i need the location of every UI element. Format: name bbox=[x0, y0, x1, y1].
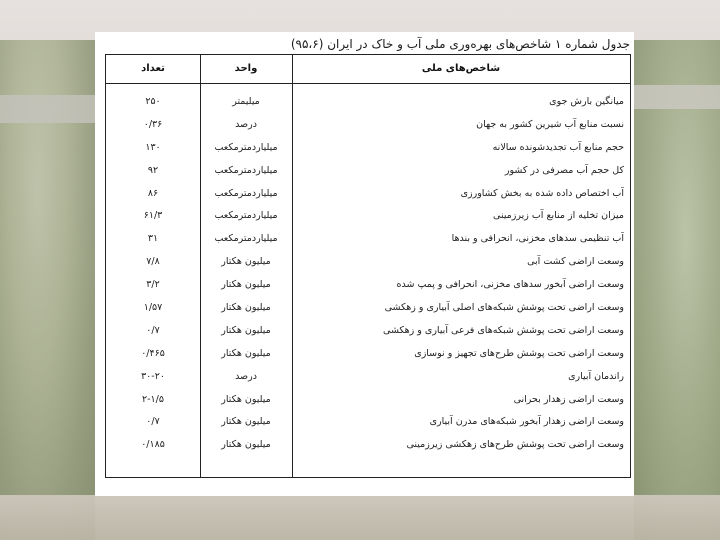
cell-count: ۷/۸ bbox=[146, 256, 160, 268]
table-row bbox=[106, 228, 630, 251]
cell-count: ۳/۲ bbox=[146, 279, 160, 291]
table-body bbox=[106, 91, 630, 457]
table-row bbox=[106, 274, 630, 297]
background-tree-right bbox=[634, 40, 720, 540]
document-sheet bbox=[95, 32, 634, 496]
cell-count: ۰/۷ bbox=[146, 324, 160, 336]
cell-indicator: وسعت اراضی آبخور سدهای مخزنی، انحرافی و پمپ شده bbox=[396, 279, 624, 291]
cell-count: ۳۰-۲۰ bbox=[141, 370, 165, 382]
cell-indicator: وسعت اراضی زهدار بحرانی bbox=[513, 393, 624, 405]
cell-count: ۰/۱۸۵ bbox=[141, 439, 165, 451]
cell-indicator: آب تنظیمی سدهای مخزنی، انحرافی و بندها bbox=[451, 233, 624, 245]
cell-count: ۲-۱/۵ bbox=[142, 393, 164, 405]
table-row bbox=[106, 251, 630, 274]
background-ground bbox=[0, 495, 720, 540]
table-header-row bbox=[106, 55, 630, 84]
cell-unit: میلیاردمترمکعب bbox=[214, 233, 278, 245]
cell-indicator: آب اختصاص داده شده به بخش کشاورزی bbox=[460, 187, 624, 199]
cell-unit: میلیاردمترمکعب bbox=[214, 187, 278, 199]
cell-indicator: حجم منابع آب تجدیدشونده سالانه bbox=[492, 141, 624, 153]
cell-unit: میلیاردمترمکعب bbox=[214, 164, 278, 176]
cell-count: ۲۵۰ bbox=[145, 96, 161, 107]
cell-unit: میلیون هکتار bbox=[221, 279, 271, 291]
table-row bbox=[106, 160, 630, 183]
header-indicator: شاخص‌های ملی bbox=[421, 63, 501, 74]
cell-indicator: کل حجم آب مصرفی در کشور bbox=[504, 164, 624, 176]
cell-indicator: وسعت اراضی تحت پوشش شبکه‌های فرعی آبیاری و زهکشی bbox=[383, 324, 624, 336]
cell-unit: درصد bbox=[235, 370, 257, 382]
cell-count: ۰/۴۶۵ bbox=[141, 347, 165, 359]
table-row bbox=[106, 320, 630, 343]
table-row bbox=[106, 137, 630, 160]
cell-indicator: وسعت اراضی تحت پوشش شبکه‌های اصلی آبیاری و زهکشی bbox=[384, 302, 624, 314]
cell-unit: میلیون هکتار bbox=[221, 393, 271, 405]
table-row bbox=[106, 366, 630, 389]
background-bridge-right bbox=[634, 85, 720, 109]
cell-unit: میلیون هکتار bbox=[221, 439, 271, 451]
cell-unit: میلیاردمترمکعب bbox=[214, 141, 278, 153]
table-title: جدول شماره ۱ شاخص‌های بهره‌وری ملی آب و خاک در ایران (۹۵،۶) bbox=[290, 37, 630, 51]
cell-unit: میلیون هکتار bbox=[221, 324, 271, 336]
cell-indicator: میزان تخلیه از منابع آب زیرزمینی bbox=[493, 210, 624, 222]
cell-indicator: وسعت اراضی تحت پوشش طرح‌های زهکشی زیرزمینی bbox=[406, 439, 624, 451]
table-row bbox=[106, 389, 630, 412]
header-count: تعداد bbox=[141, 63, 165, 74]
cell-unit: میلیون هکتار bbox=[221, 302, 271, 314]
cell-count: ۸۶ bbox=[147, 187, 159, 199]
table-row bbox=[106, 205, 630, 228]
table-row bbox=[106, 411, 630, 434]
cell-count: ۶۱/۳ bbox=[143, 210, 163, 222]
table-row bbox=[106, 434, 630, 457]
cell-indicator: میانگین بارش جوی bbox=[549, 96, 624, 107]
cell-count: ۰/۷ bbox=[146, 416, 160, 428]
table-row bbox=[106, 343, 630, 366]
indicators-table bbox=[105, 54, 631, 478]
table-row bbox=[106, 114, 630, 137]
table-row bbox=[106, 91, 630, 114]
cell-count: ۰/۳۶ bbox=[143, 118, 163, 130]
cell-indicator: راندمان آبیاری bbox=[568, 370, 624, 382]
table-row bbox=[106, 297, 630, 320]
header-unit: واحد bbox=[234, 63, 258, 74]
cell-unit: میلیون هکتار bbox=[221, 256, 271, 268]
cell-indicator: وسعت اراضی تحت پوشش طرح‌های تجهیز و نوسازی bbox=[414, 347, 624, 359]
cell-unit: میلیون هکتار bbox=[221, 416, 271, 428]
cell-unit: میلیمتر bbox=[232, 96, 260, 107]
cell-unit: میلیون هکتار bbox=[221, 347, 271, 359]
cell-unit: میلیاردمترمکعب bbox=[214, 210, 278, 222]
table-row bbox=[106, 183, 630, 206]
cell-count: ۱/۵۷ bbox=[143, 302, 163, 314]
cell-indicator: نسبت منابع آب شیرین کشور به جهان bbox=[476, 118, 624, 130]
cell-count: ۹۲ bbox=[147, 164, 159, 176]
cell-indicator: وسعت اراضی کشت آبی bbox=[527, 256, 624, 268]
cell-count: ۱۳۰ bbox=[145, 141, 161, 153]
cell-count: ۳۱ bbox=[147, 233, 159, 245]
background-bridge-left bbox=[0, 95, 95, 123]
cell-indicator: وسعت اراضی زهدار آبخور شبکه‌های مدرن آبیاری bbox=[429, 416, 624, 428]
cell-unit: درصد bbox=[235, 118, 257, 130]
